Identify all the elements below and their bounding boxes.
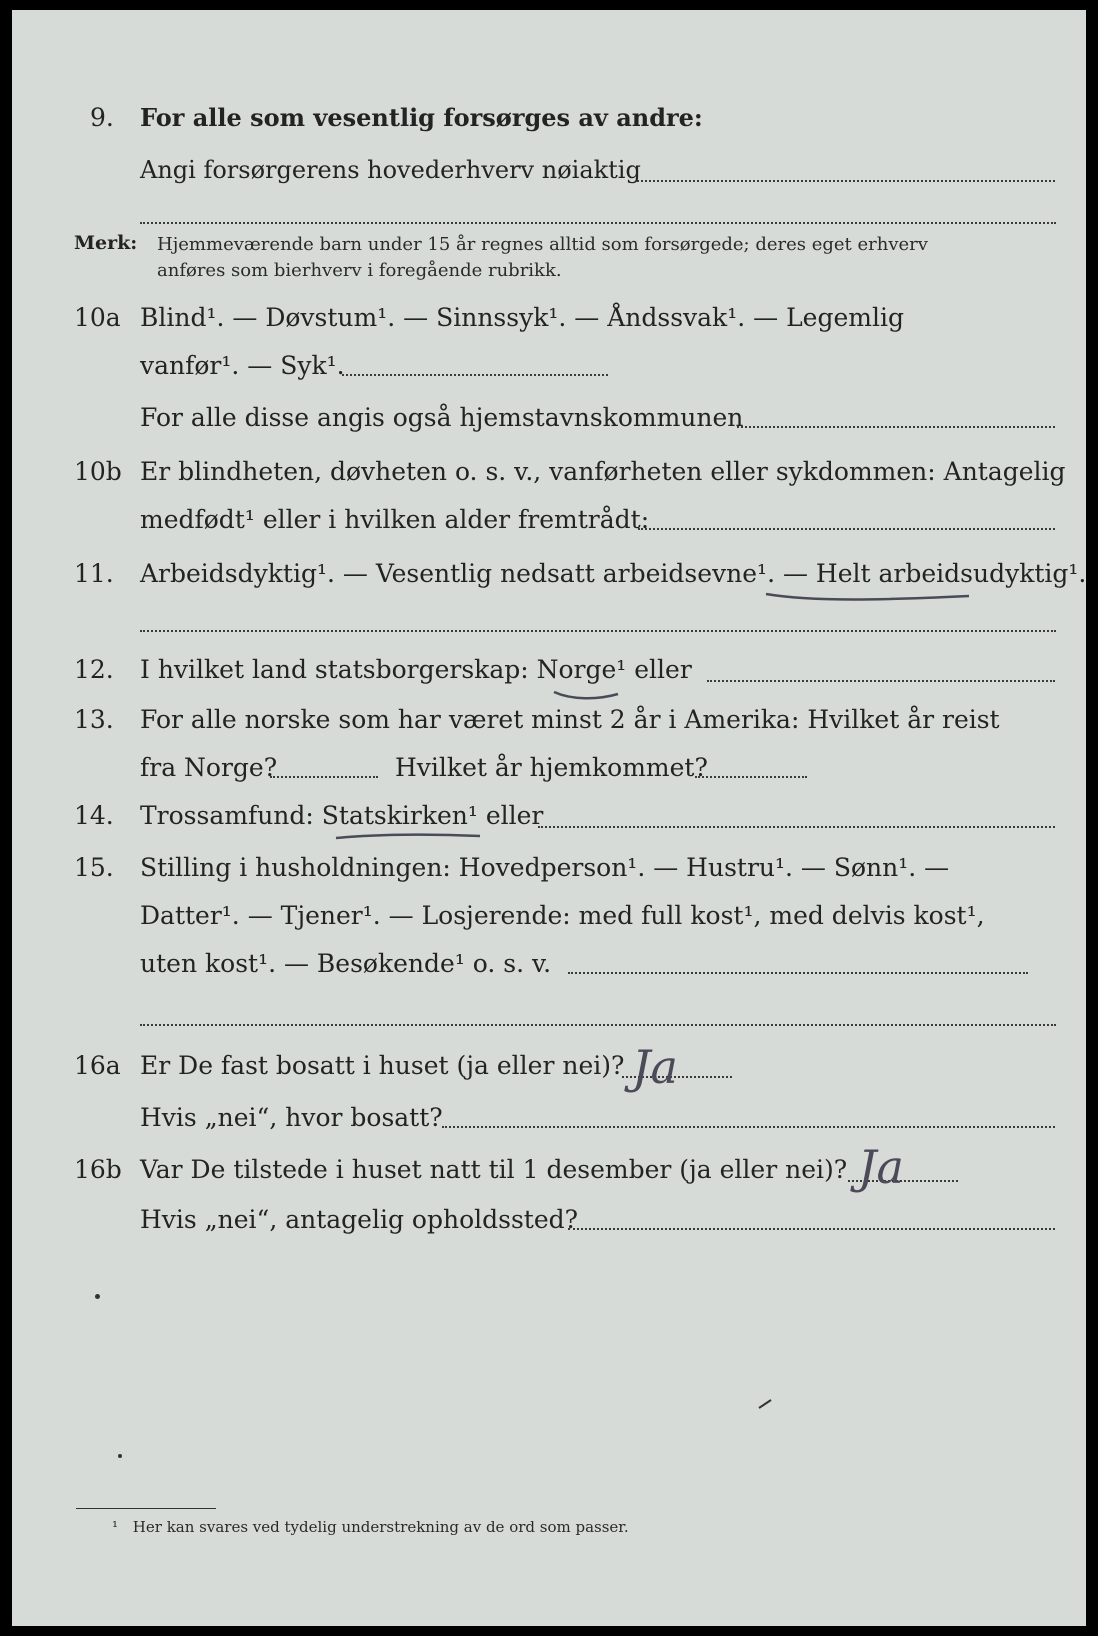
- q10a-row2: [12, 346, 1086, 386]
- q9-answer-line[interactable]: [637, 180, 1055, 182]
- q10a-line1: Blind¹. — Døvstum¹. — Sinnssyk¹. — Åndssvak¹. — Legemlig: [140, 303, 904, 332]
- q15-number: 15.: [74, 853, 114, 882]
- q13-reist-line[interactable]: [270, 776, 378, 778]
- q15-row3: [12, 944, 1086, 984]
- q10a-line3: For alle disse angis også hjemstavnskommunen: [140, 403, 744, 432]
- q14-handwritten-underline: [334, 830, 484, 844]
- q12-row: [12, 650, 1086, 690]
- q10b-line1: Er blindheten, døvheten o. s. v., vanførheten eller sykdommen: Antagelig: [140, 457, 1066, 486]
- pencil-tick-mark: [757, 1398, 773, 1410]
- q10a-syk-line[interactable]: [342, 374, 608, 376]
- q10b-line2: medfødt¹ eller i hvilken alder fremtrådt:: [140, 505, 650, 534]
- q16b-row2: [12, 1200, 1086, 1240]
- q16a-handwritten-answer: Ja: [632, 1040, 678, 1094]
- q13-reist-label: fra Norge?: [140, 753, 278, 782]
- ink-speck: [95, 1294, 100, 1299]
- footnote-marker: ¹: [112, 1518, 119, 1536]
- merk-label: Merk:: [74, 232, 138, 254]
- q16b-handwritten-answer: Ja: [858, 1140, 904, 1194]
- q11-handwritten-underline: [764, 588, 974, 604]
- q15-extra-line[interactable]: [140, 1024, 1056, 1026]
- q16a-row1: [12, 1046, 1086, 1086]
- q15-line3: uten kost¹. — Besøkende¹ o. s. v.: [140, 949, 552, 978]
- ink-speck: [118, 1454, 122, 1458]
- q13-row2: [12, 748, 1086, 788]
- q16b-row1: [12, 1150, 1086, 1190]
- q14-answer-line[interactable]: [538, 826, 1055, 828]
- q13-number: 13.: [74, 705, 114, 734]
- q16a-followup: Hvis „nei“, hvor bosatt?: [140, 1103, 443, 1132]
- q16b-number: 16b: [74, 1155, 122, 1184]
- q15-row2: [12, 896, 1086, 936]
- q16b-followup-line[interactable]: [568, 1228, 1055, 1230]
- q14-line1: Trossamfund: Statskirken¹ eller: [140, 801, 544, 830]
- q16a-question: Er De fast bosatt i huset (ja eller nei)?: [140, 1051, 625, 1080]
- q16b-followup: Hvis „nei“, antagelig opholdssted?: [140, 1205, 579, 1234]
- q9-row: [12, 98, 1086, 138]
- footnote: [112, 1518, 629, 1536]
- q10b-row2: [12, 500, 1086, 540]
- q15-line2: Datter¹. — Tjener¹. — Losjerende: med full kost¹, med delvis kost¹,: [140, 901, 985, 930]
- q16a-followup-line[interactable]: [442, 1126, 1055, 1128]
- q10a-number: 10a: [74, 303, 121, 332]
- q15-line1: Stilling i husholdningen: Hovedperson¹. — Hustru¹. — Sønn¹. —: [140, 853, 950, 882]
- q13-row1: [12, 700, 1086, 740]
- q10a-line2: vanfør¹. — Syk¹.: [140, 351, 345, 380]
- q11-extra-line[interactable]: [140, 630, 1056, 632]
- q11-number: 11.: [74, 559, 114, 588]
- q16b-question: Var De tilstede i huset natt til 1 desember (ja eller nei)?: [140, 1155, 848, 1184]
- q15-row1: [12, 848, 1086, 888]
- q9-prompt: Angi forsørgerens hovederhverv nøiaktig: [140, 156, 641, 184]
- merk-line1: Hjemmeværende barn under 15 år regnes alltid som forsørgede; deres eget erhverv: [157, 234, 928, 255]
- q10b-answer-line[interactable]: [638, 528, 1055, 530]
- q15-answer-line[interactable]: [568, 972, 1028, 974]
- q13-line1: For alle norske som har været minst 2 år i Amerika: Hvilket år reist: [140, 705, 1000, 734]
- q13-hjemkommet-label: Hvilket år hjemkommet?: [395, 753, 708, 782]
- q9-extra-line[interactable]: [140, 222, 1056, 224]
- q10a-row1: [12, 298, 1086, 338]
- q9-heading: For alle som vesentlig forsørges av andre:: [140, 103, 703, 132]
- q9-number: 9.: [90, 103, 114, 132]
- q10b-row1: [12, 452, 1086, 492]
- q12-answer-line[interactable]: [707, 680, 1055, 682]
- q9-row2: [12, 150, 1086, 190]
- q10a-row3: [12, 398, 1086, 438]
- footnote-rule: [76, 1508, 216, 1509]
- q12-number: 12.: [74, 655, 114, 684]
- q14-row: [12, 796, 1086, 836]
- footnote-text: Her kan svares ved tydelig understrekning av de ord som passer.: [132, 1518, 629, 1536]
- census-form-page: [12, 10, 1086, 1626]
- q10b-number: 10b: [74, 457, 122, 486]
- merk-line2: anføres som bierhverv i foregående rubrikk.: [157, 260, 562, 281]
- q12-line1: I hvilket land statsborgerskap: Norge¹ eller: [140, 655, 692, 684]
- q14-number: 14.: [74, 801, 114, 830]
- q11-line1: Arbeidsdyktig¹. — Vesentlig nedsatt arbeidsevne¹. — Helt arbeidsudyktig¹.: [140, 559, 1087, 588]
- q16a-number: 16a: [74, 1051, 121, 1080]
- q13-hjemkommet-line[interactable]: [695, 776, 807, 778]
- q16a-row2: [12, 1098, 1086, 1138]
- q10a-kommune-line[interactable]: [737, 426, 1055, 428]
